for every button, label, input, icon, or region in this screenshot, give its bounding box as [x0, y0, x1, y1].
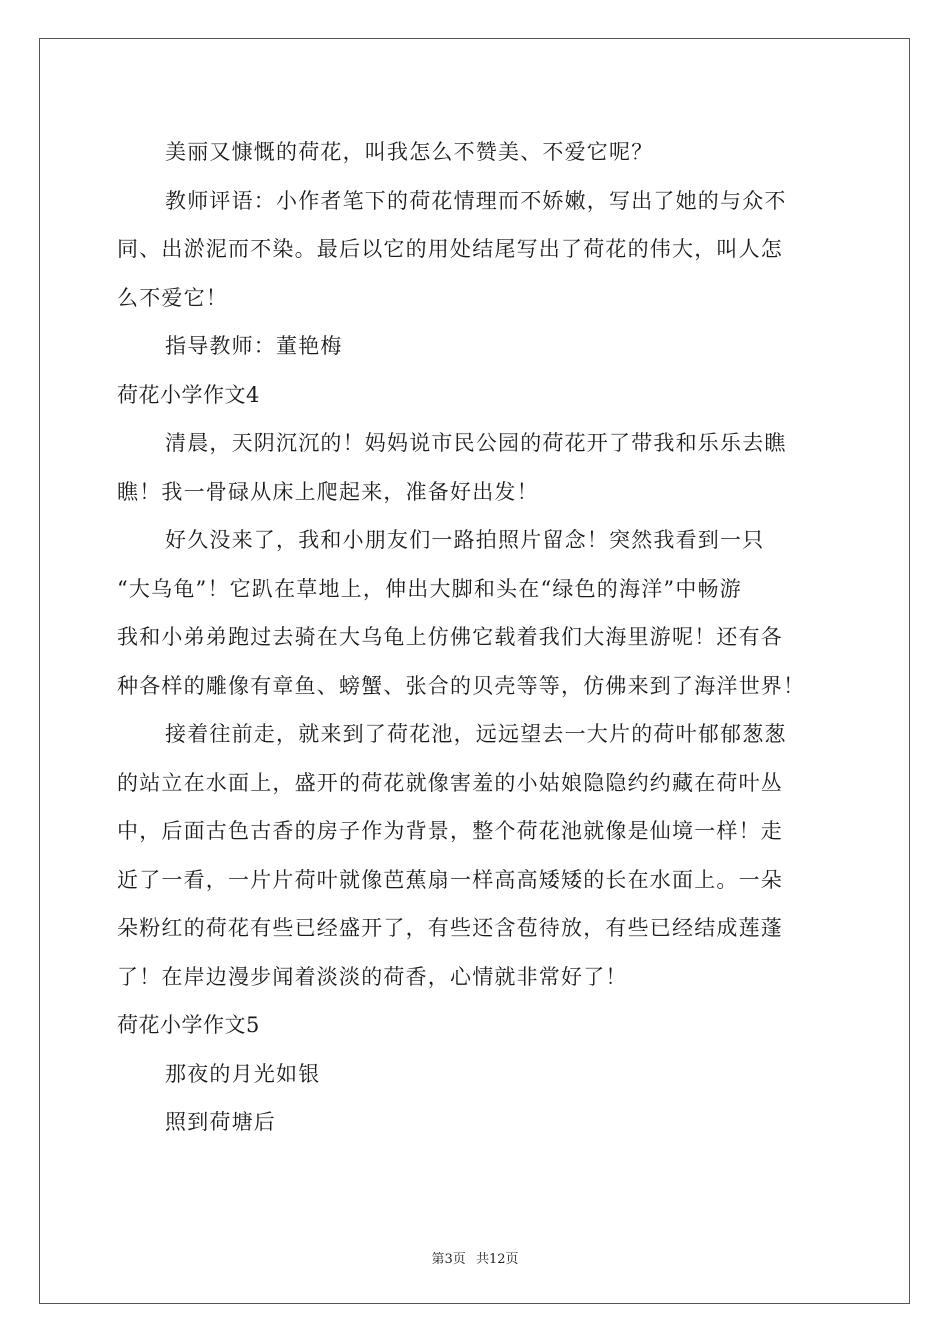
paragraph-line: 接着往前走，就来到了荷花池，远远望去一大片的荷叶郁郁葱葱 — [165, 722, 787, 746]
paragraph-line: 朵粉红的荷花有些已经盛开了，有些还含苞待放，有些已经结成莲蓬 — [117, 916, 783, 940]
page-number: 第3页 — [431, 1252, 466, 1267]
paragraph-line: 教师评语：小作者笔下的荷花情理而不娇嫩，写出了她的与众不 — [165, 188, 787, 213]
paragraph-line: 我和小弟弟跑过去骑在大乌龟上仿佛它载着我们大海里游呢！还有各 — [117, 625, 783, 649]
document-body — [117, 128, 845, 1147]
paragraph-line: 那夜的月光如银 — [165, 1061, 321, 1086]
page-footer — [0, 1248, 950, 1267]
paragraph-line: 好久没来了，我和小朋友们一路拍照片留念！突然我看到一只 — [165, 528, 765, 552]
paragraph-line: 了！在岸边漫步闻着淡淡的荷香，心情就非常好了！ — [117, 964, 628, 989]
paragraph-line: 的站立在水面上，盛开的荷花就像害羞的小姑娘隐隐约约藏在荷叶丛 — [117, 770, 783, 795]
paragraph-line: 指导教师：董艳梅 — [165, 334, 343, 358]
section-heading: 荷花小学作文4 — [117, 382, 260, 407]
section-heading: 荷花小学作文5 — [117, 1013, 260, 1037]
page-total: 共12页 — [475, 1252, 519, 1267]
paragraph-line: 种各样的雕像有章鱼、螃蟹、张合的贝壳等等，仿佛来到了海洋世界！ — [117, 673, 806, 698]
paragraph-line: 照到荷塘后 — [165, 1110, 276, 1134]
paragraph-line: “大乌龟”！它趴在草地上，伸出大脚和头在“绿色的海洋”中畅游 — [117, 576, 742, 601]
paragraph-line: 清晨，天阴沉沉的！妈妈说市民公园的荷花开了带我和乐乐去瞧 — [165, 431, 787, 455]
paragraph-line: 瞧！我一骨碌从床上爬起来，准备好出发！ — [117, 479, 539, 504]
paragraph-line: 中，后面古色古香的房子作为背景，整个荷花池就像是仙境一样！走 — [117, 819, 783, 843]
paragraph-line: 么不爱它！ — [117, 285, 228, 310]
paragraph-line: 同、出淤泥而不染。最后以它的用处结尾写出了荷花的伟大，叫人怎 — [117, 237, 783, 261]
paragraph-line: 美丽又慷慨的荷花，叫我怎么不赞美、不爱它呢？ — [165, 140, 654, 164]
paragraph-line: 近了一看，一片片荷叶就像芭蕉扇一样高高矮矮的长在水面上。一朵 — [117, 867, 783, 892]
